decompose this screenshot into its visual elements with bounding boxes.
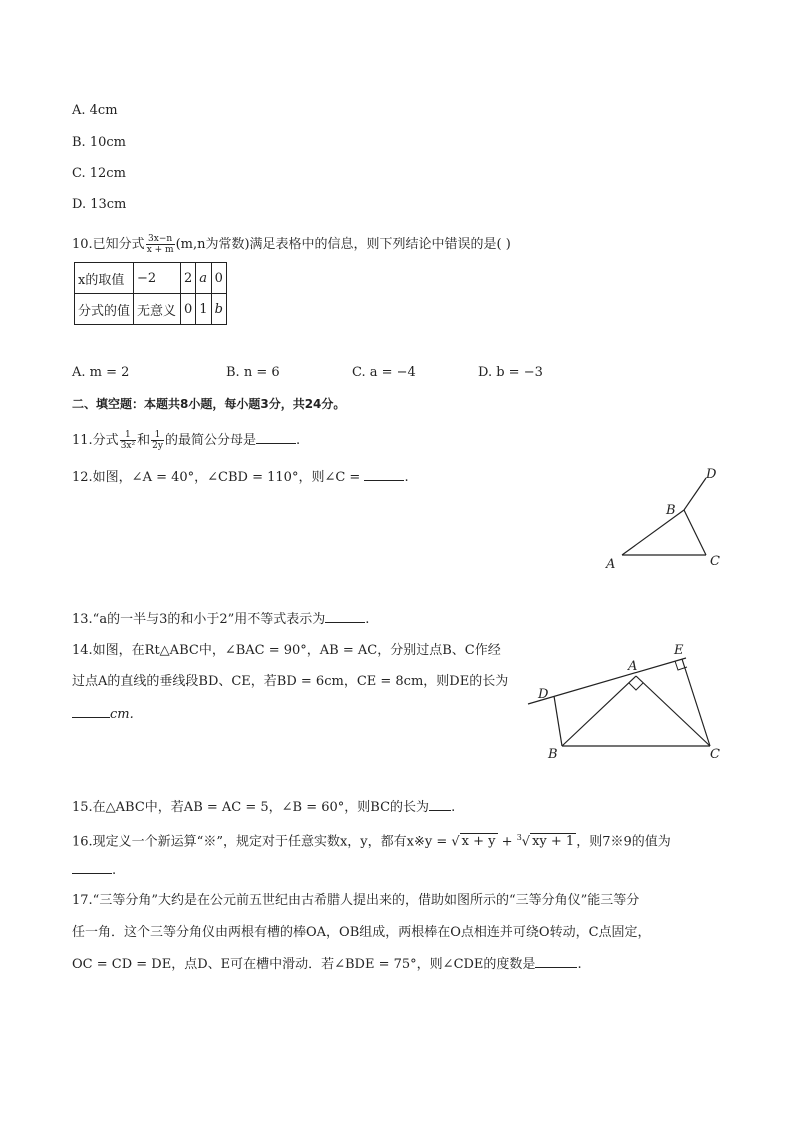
answer-blank[interactable]	[256, 431, 296, 444]
q11-mid: 和	[137, 433, 151, 448]
table-cell: 0	[181, 294, 196, 325]
question-10-stem	[72, 234, 511, 255]
answer-blank[interactable]	[325, 610, 365, 623]
answer-blank[interactable]	[364, 468, 404, 481]
q12-triangle-figure	[600, 466, 730, 576]
q17-line-1: 17.“三等分角”大约是在公元前五世纪由古希腊人提出来的，借助如图所示的“三等分角仪”能三等分	[72, 893, 640, 908]
q10-frac-numerator: 3x−n	[146, 234, 175, 245]
q13-text: 13.“a的一半与3的和小于2”用不等式表示为	[72, 612, 326, 627]
answer-blank[interactable]	[535, 955, 577, 968]
q10-option-d: D. b = −3	[478, 365, 543, 380]
label-e: E	[674, 643, 684, 658]
q11-suffix: 的最简公分母是	[164, 433, 256, 448]
label-d: D	[706, 467, 717, 482]
table-cell: b	[211, 294, 226, 325]
question-13: 13.“a的一半与3的和小于2”用不等式表示为 .	[72, 612, 370, 627]
table-cell: −2	[134, 263, 181, 294]
table-cell: 无意义	[134, 294, 181, 325]
table-cell: 1	[196, 294, 211, 325]
q10-frac-denominator: x + m	[146, 245, 174, 255]
question-12: 12.如图，∠A = 40°，∠CBD = 110°，则∠C = .	[72, 470, 409, 485]
q16-sqrt-1: x + y	[461, 834, 496, 850]
q12-text: 12.如图，∠A = 40°，∠CBD = 110°，则∠C =	[72, 470, 361, 485]
q16-prefix: 16.现定义一个新运算“※”，规定对于任意实数x，y，都有x※y =	[72, 834, 448, 850]
q11-prefix: 11.分式	[72, 433, 119, 448]
q17-line-2: 任一角．这个三等分角仪由两根有槽的棒OA，OB组成，两根棒在O点相连并可绕O转动，C点固定，	[72, 925, 651, 940]
q10-prefix: 10.已知分式	[72, 237, 145, 252]
label-b: B	[548, 747, 558, 762]
q14-figure	[520, 640, 740, 765]
q14-line-2: 过点A的直线的垂线段BD、CE，若BD = 6cm，CE = 8cm，则DE的长为	[72, 674, 509, 689]
table-cell: 0	[211, 263, 226, 294]
table-row	[75, 263, 227, 294]
q10-option-a: A. m = 2	[72, 365, 130, 380]
table-cell: 分式的值	[75, 294, 134, 325]
q17-line-3: OC = CD = DE，点D、E可在槽中滑动．若∠BDE = 75°，则∠CDE的度数是 .	[72, 957, 582, 972]
q14-unit: cm.	[110, 707, 134, 722]
label-c: C	[710, 747, 720, 762]
label-c: C	[710, 554, 720, 569]
q10-option-b: B. n = 6	[226, 365, 280, 380]
q16-answer-line: .	[72, 861, 116, 880]
q10-option-c: C. a = −4	[352, 365, 416, 380]
q10-fraction	[146, 234, 175, 255]
label-a: A	[606, 557, 616, 572]
answer-blank[interactable]	[72, 705, 110, 718]
q11-f2-denominator: 2y	[152, 441, 163, 451]
table-row	[75, 294, 227, 325]
option-d: D. 13cm	[72, 197, 127, 212]
answer-blank[interactable]	[429, 798, 451, 811]
q17-line3-text: OC = CD = DE，点D、E可在槽中滑动．若∠BDE = 75°，则∠CDE的度数是	[72, 957, 536, 972]
q16-plus: +	[501, 834, 513, 850]
question-15: 15.在△ABC中，若AB = AC = 5，∠B = 60°，则BC的长为 .	[72, 800, 456, 815]
question-16: 16.现定义一个新运算“※”，规定对于任意实数x，y，都有x※y = √ x + y + $^3$√ xy + 1 ，则7※9的值为	[72, 833, 671, 850]
q15-text: 15.在△ABC中，若AB = AC = 5，∠B = 60°，则BC的长为	[72, 800, 430, 815]
question-11: 11.分式 $\frac{1}{\text{3x²}}$ 和 $\frac{1}{2y}$ 的最简公分母是 .	[72, 430, 301, 451]
q11-fraction-2	[151, 430, 164, 451]
q11-f2-numerator: 1	[151, 430, 164, 441]
option-b: B. 10cm	[72, 135, 126, 150]
answer-blank[interactable]	[72, 861, 112, 874]
q14-line-3	[72, 705, 134, 724]
label-d: D	[538, 687, 549, 702]
label-b: B	[666, 503, 676, 518]
table-cell: 2	[181, 263, 196, 294]
q11-f1-numerator: 1	[120, 430, 136, 441]
q16-sqrt-2: xy + 1	[532, 834, 575, 850]
q14-line-1: 14.如图，在Rt△ABC中，∠BAC = 90°，AB = AC，分别过点B、C作经	[72, 643, 501, 658]
q16-root-index: 3	[516, 833, 522, 842]
q16-suffix: ，则7※9的值为	[576, 834, 671, 850]
q11-fraction-1	[120, 430, 136, 451]
table-cell: a	[196, 263, 211, 294]
table-cell: x的取值	[75, 263, 134, 294]
label-a: A	[628, 659, 638, 674]
q10-suffix: (m,n为常数)满足表格中的信息，则下列结论中错误的是( )	[175, 237, 511, 252]
option-c: C. 12cm	[72, 166, 126, 181]
q11-f1-denominator: 3x²	[120, 441, 136, 451]
option-a: A. 4cm	[72, 103, 118, 118]
section-heading: 二、填空题：本题共8小题，每小题3分，共24分。	[72, 397, 346, 411]
q10-value-table	[74, 262, 227, 325]
